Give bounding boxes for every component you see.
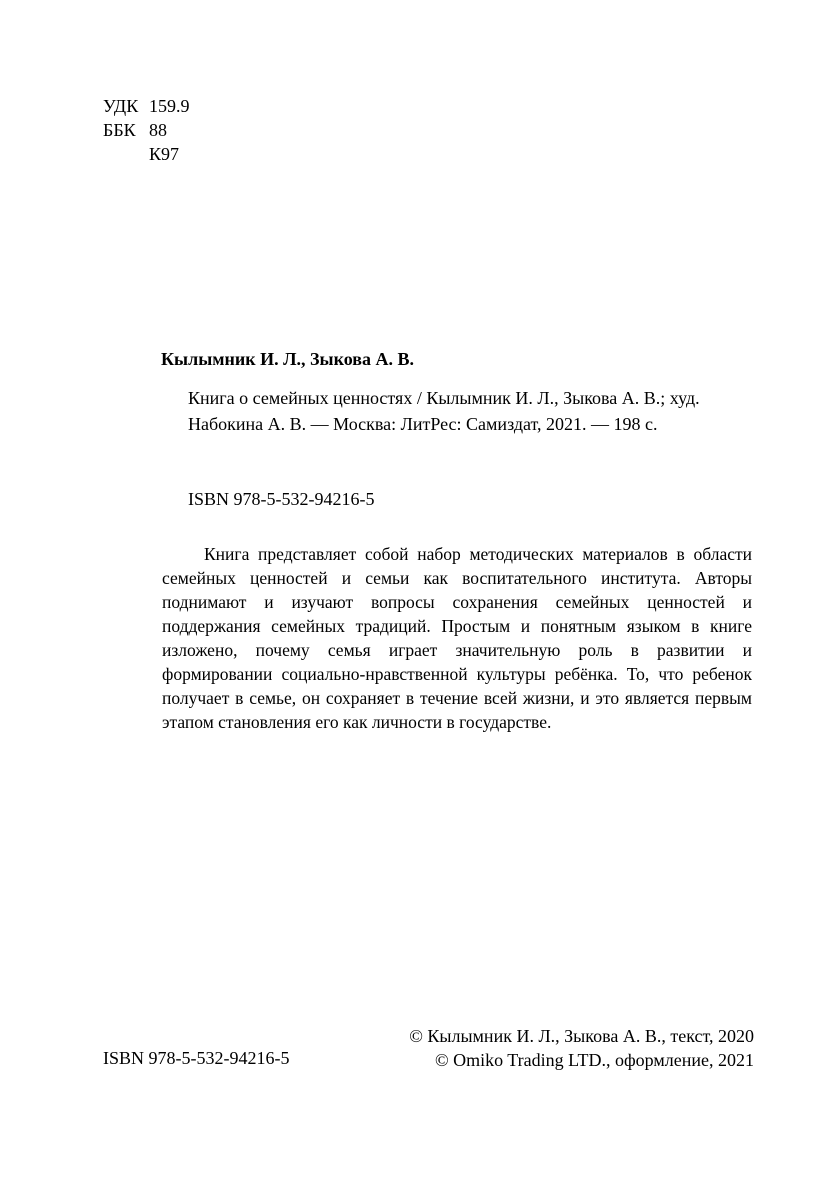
bbk-value: 88 (149, 120, 167, 140)
isbn-footer: ISBN 978-5-532-94216-5 (103, 1048, 290, 1068)
annotation-paragraph: Книга представляет собой набор методических материалов в области семейных ценностей и семьи как воспитательного института. Авторы поднимают и изучают вопросы сохранения семейных ценностей и поддержания семейных традиций. Простым и понятным языком в книге изложено, почему семья играет значительную роль в развитии и формировании социально-нравственной культуры ребёнка. То, что ребенок получает в семье, он сохраняет в течение всей жизни, и это является первым этапом становления его как личности в государстве. (162, 544, 752, 732)
bbk-label: ББК (103, 120, 136, 140)
copyright-design: © Omiko Trading LTD., оформление, 2021 (434, 1050, 754, 1070)
copyright-block (409, 1024, 754, 1072)
isbn-main: ISBN 978-5-532-94216-5 (188, 489, 375, 509)
udk-value: 159.9 (149, 96, 190, 116)
author-sign: К97 (149, 144, 180, 164)
author-heading: Кылымник И. Л., Зыкова А. В. (161, 349, 415, 369)
bbk-code (103, 118, 167, 142)
udk-label: УДК (103, 96, 139, 116)
bibliographic-record: Книга о семейных ценностях / Кылымник И. Л., Зыкова А. В.; худ. Набокина А. В. — Москва: ЛитРес: Самиздат, 2021. — 198 с. (188, 388, 700, 434)
udk-code (103, 94, 190, 118)
author-sign-row (103, 142, 179, 166)
copyright-text: © Кылымник И. Л., Зыкова А. В., текст, 2020 (409, 1026, 754, 1046)
